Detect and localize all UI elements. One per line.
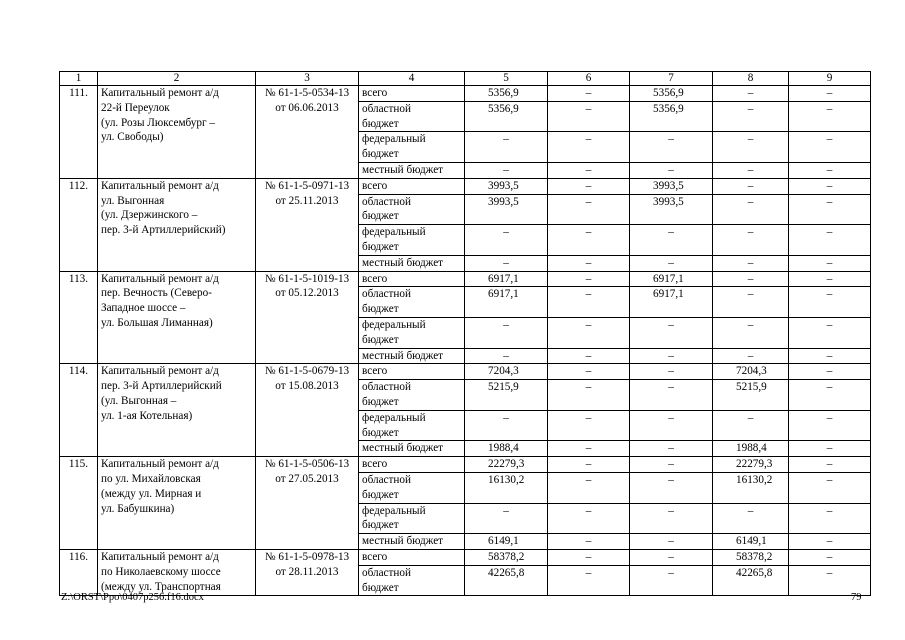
amount-cell: –	[630, 348, 713, 364]
amount-cell: 42265,8	[465, 565, 548, 596]
expertise-line: от 15.08.2013	[275, 380, 339, 393]
funding-source-line: областной	[362, 288, 411, 301]
amount-cell: 6149,1	[713, 534, 789, 550]
object-name-line: ул. Бабушкина)	[101, 502, 175, 515]
object-name-line: пер. Вечность (Северо-	[101, 287, 212, 300]
object-name-line: 22-й Переулок	[101, 101, 170, 114]
column-number: 2	[98, 72, 256, 86]
amount-cell: –	[548, 255, 630, 271]
amount-cell: –	[548, 503, 630, 534]
amount-cell: –	[548, 101, 630, 132]
amount-cell: –	[465, 410, 548, 441]
amount-cell: –	[630, 162, 713, 178]
page-number: 79	[851, 592, 862, 603]
amount-cell: –	[548, 317, 630, 348]
funding-source	[359, 101, 465, 132]
funding-source-line: всего	[362, 87, 388, 99]
amount-cell: –	[713, 503, 789, 534]
amount-cell: –	[548, 441, 630, 457]
amount-cell: –	[789, 441, 871, 457]
amount-cell: 3993,5	[465, 178, 548, 194]
amount-cell: –	[548, 364, 630, 380]
amount-cell: –	[789, 162, 871, 178]
amount-cell: –	[789, 255, 871, 271]
object-name-line: ул. Большая Лиманная)	[101, 316, 213, 329]
funding-source-line: областной	[362, 195, 411, 208]
funding-source-line: федеральный	[362, 411, 426, 424]
amount-cell: –	[789, 225, 871, 256]
amount-cell: –	[789, 132, 871, 163]
amount-cell: –	[789, 271, 871, 287]
amount-cell: 5356,9	[630, 86, 713, 102]
column-number: 7	[630, 72, 713, 86]
amount-cell: –	[789, 472, 871, 503]
object-name-line: Капитальный ремонт а/д	[101, 365, 219, 378]
amount-cell: –	[465, 317, 548, 348]
amount-cell: –	[465, 162, 548, 178]
item-number: 114.	[60, 364, 98, 457]
amount-cell: –	[630, 441, 713, 457]
funding-source-line: всего	[362, 458, 388, 471]
amount-cell: –	[548, 549, 630, 565]
funding-source-line: федеральный	[362, 504, 426, 517]
amount-cell: –	[713, 194, 789, 225]
expertise-line: № 61-1-5-0978-13	[264, 550, 350, 563]
amount-cell: 6917,1	[465, 271, 548, 287]
amount-cell: –	[465, 348, 548, 364]
amount-cell: 22279,3	[713, 457, 789, 473]
amount-cell: –	[548, 565, 630, 596]
amount-cell: –	[789, 534, 871, 550]
amount-cell: 16130,2	[465, 472, 548, 503]
funding-source-line: бюджет	[362, 519, 399, 532]
expertise-conclusion	[256, 457, 359, 550]
amount-cell: –	[548, 194, 630, 225]
funding-source	[359, 457, 465, 473]
amount-cell: –	[465, 503, 548, 534]
funding-source	[359, 86, 465, 102]
column-number: 1	[60, 72, 98, 86]
funding-source	[359, 255, 465, 271]
item-number: 112.	[60, 178, 98, 271]
funding-source	[359, 410, 465, 441]
table-row	[60, 178, 871, 194]
amount-cell: –	[630, 364, 713, 380]
amount-cell: –	[789, 380, 871, 411]
funding-source-line: всего	[362, 272, 388, 285]
amount-cell: 5356,9	[630, 101, 713, 132]
amount-cell: –	[789, 101, 871, 132]
amount-cell: –	[789, 410, 871, 441]
amount-cell: –	[713, 162, 789, 178]
object-name-line: Капитальный ремонт а/д	[101, 87, 219, 99]
item-number: 115.	[60, 457, 98, 550]
funding-source-line: местный бюджет	[362, 349, 444, 362]
amount-cell: –	[630, 549, 713, 565]
amount-cell: –	[630, 225, 713, 256]
funding-source	[359, 287, 465, 318]
amount-cell: –	[630, 503, 713, 534]
column-number: 5	[465, 72, 548, 86]
funding-source-line: областной	[362, 566, 411, 579]
amount-cell: –	[789, 364, 871, 380]
amount-cell: –	[548, 162, 630, 178]
funding-source	[359, 503, 465, 534]
amount-cell: 1988,4	[465, 441, 548, 457]
funding-source-line: всего	[362, 179, 388, 192]
object-name	[98, 86, 256, 179]
object-name-line: Капитальный ремонт а/д	[101, 272, 219, 285]
item-number: 111.	[60, 86, 98, 179]
column-number-row	[60, 72, 871, 86]
amount-cell: –	[630, 317, 713, 348]
object-name	[98, 457, 256, 550]
expertise-line: от 25.11.2013	[275, 194, 339, 207]
object-name-line: ул. Свободы)	[101, 131, 164, 144]
funding-source	[359, 380, 465, 411]
funding-source-line: бюджет	[362, 210, 399, 223]
funding-source	[359, 132, 465, 163]
object-name-line: (ул. Дзержинского –	[101, 209, 198, 222]
expertise-line: № 61-1-5-0506-13	[264, 458, 350, 471]
expertise-line: № 61-1-5-0679-13	[264, 365, 350, 378]
amount-cell: –	[630, 380, 713, 411]
funding-source	[359, 472, 465, 503]
funding-source-line: бюджет	[362, 117, 399, 130]
amount-cell: –	[713, 225, 789, 256]
object-name-line: пер. 3-й Артиллерийский)	[101, 224, 226, 237]
object-name-line: пер. 3-й Артиллерийский	[101, 380, 222, 393]
item-number: 113.	[60, 271, 98, 364]
amount-cell: –	[630, 534, 713, 550]
amount-cell: 6149,1	[465, 534, 548, 550]
expertise-line: от 27.05.2013	[275, 472, 339, 485]
amount-cell: 7204,3	[713, 364, 789, 380]
amount-cell: –	[465, 132, 548, 163]
amount-cell: 3993,5	[630, 194, 713, 225]
object-name	[98, 178, 256, 271]
object-name-line: ул. 1-ая Котельная)	[101, 409, 193, 422]
funding-source	[359, 162, 465, 178]
object-name-line: Капитальный ремонт а/д	[101, 550, 219, 563]
amount-cell: –	[713, 287, 789, 318]
funding-source	[359, 271, 465, 287]
amount-cell: –	[713, 271, 789, 287]
amount-cell: 22279,3	[465, 457, 548, 473]
expertise-conclusion	[256, 364, 359, 457]
column-number: 9	[789, 72, 871, 86]
amount-cell: 5215,9	[465, 380, 548, 411]
amount-cell: –	[548, 132, 630, 163]
funding-source-line: бюджет	[362, 333, 399, 346]
amount-cell: –	[548, 287, 630, 318]
amount-cell: –	[630, 410, 713, 441]
amount-cell: –	[630, 472, 713, 503]
funding-source-line: областной	[362, 473, 411, 486]
funding-source	[359, 534, 465, 550]
funding-source-line: бюджет	[362, 426, 399, 439]
amount-cell: –	[630, 132, 713, 163]
amount-cell: –	[713, 101, 789, 132]
item-number: 116.	[60, 549, 98, 595]
expertise-line: от 28.11.2013	[275, 565, 339, 578]
amount-cell: 5215,9	[713, 380, 789, 411]
amount-cell: –	[548, 271, 630, 287]
funding-source-line: федеральный	[362, 318, 426, 331]
object-name-line: ул. Выгонная	[101, 194, 165, 207]
amount-cell: –	[548, 534, 630, 550]
table-row	[60, 364, 871, 380]
amount-cell: 58378,2	[713, 549, 789, 565]
funding-source	[359, 549, 465, 565]
table-row	[60, 271, 871, 287]
funding-source-line: всего	[362, 365, 388, 378]
amount-cell: –	[789, 565, 871, 596]
funding-source	[359, 348, 465, 364]
funding-source-line: бюджет	[362, 148, 399, 161]
object-name-line: (ул. Розы Люксембург –	[101, 116, 215, 129]
object-name-line: Капитальный ремонт а/д	[101, 179, 219, 192]
funding-source-line: бюджет	[362, 488, 399, 501]
amount-cell: 6917,1	[630, 287, 713, 318]
amount-cell: –	[630, 565, 713, 596]
funding-source-line: областной	[362, 381, 411, 394]
object-name-line: (между ул. Мирная и	[101, 487, 202, 500]
amount-cell: –	[789, 178, 871, 194]
expertise-conclusion	[256, 271, 359, 364]
funding-source-line: областной	[362, 102, 411, 115]
object-name-line: (между ул. Транспортная	[101, 580, 221, 593]
expertise-line: от 05.12.2013	[275, 287, 339, 300]
budget-table	[59, 71, 871, 596]
amount-cell: –	[548, 410, 630, 441]
file-path: Z:\ORST\Ppo\0407p256.f16.docx	[61, 592, 204, 603]
expertise-conclusion	[256, 178, 359, 271]
funding-source	[359, 364, 465, 380]
funding-source-line: бюджет	[362, 581, 399, 594]
object-name-line: по ул. Михайловская	[101, 472, 201, 485]
amount-cell: 6917,1	[465, 287, 548, 318]
amount-cell: –	[713, 410, 789, 441]
funding-source-line: федеральный	[362, 226, 426, 239]
amount-cell: –	[548, 178, 630, 194]
funding-source	[359, 225, 465, 256]
amount-cell: –	[713, 317, 789, 348]
funding-source	[359, 194, 465, 225]
amount-cell: 5356,9	[465, 86, 548, 102]
funding-source-line: федеральный	[362, 133, 426, 146]
funding-source-line: всего	[362, 550, 388, 563]
column-number: 3	[256, 72, 359, 86]
amount-cell: –	[548, 348, 630, 364]
funding-source	[359, 441, 465, 457]
amount-cell: –	[789, 549, 871, 565]
amount-cell: 42265,8	[713, 565, 789, 596]
column-number: 6	[548, 72, 630, 86]
amount-cell: 7204,3	[465, 364, 548, 380]
amount-cell: 3993,5	[465, 194, 548, 225]
funding-source	[359, 317, 465, 348]
amount-cell: –	[789, 287, 871, 318]
expertise-line: № 61-1-5-1019-13	[264, 272, 350, 285]
amount-cell: –	[630, 457, 713, 473]
object-name-line: по Николаевскому шоссе	[101, 565, 221, 578]
amount-cell: –	[630, 255, 713, 271]
amount-cell: –	[789, 348, 871, 364]
amount-cell: 58378,2	[465, 549, 548, 565]
funding-source-line: бюджет	[362, 240, 399, 253]
table-row	[60, 457, 871, 473]
amount-cell: 5356,9	[465, 101, 548, 132]
amount-cell: –	[713, 132, 789, 163]
table-row	[60, 86, 871, 102]
amount-cell: –	[789, 86, 871, 102]
amount-cell: –	[713, 348, 789, 364]
amount-cell: –	[548, 225, 630, 256]
amount-cell: –	[548, 457, 630, 473]
amount-cell: –	[465, 255, 548, 271]
funding-source-line: местный бюджет	[362, 256, 444, 269]
object-name-line: (ул. Выгонная –	[101, 394, 177, 407]
amount-cell: –	[713, 86, 789, 102]
funding-source-line: местный бюджет	[362, 442, 444, 455]
amount-cell: –	[789, 503, 871, 534]
column-number: 4	[359, 72, 465, 86]
expertise-line: от 06.06.2013	[275, 101, 339, 114]
amount-cell: –	[789, 194, 871, 225]
object-name-line: Капитальный ремонт а/д	[101, 458, 219, 471]
amount-cell: 3993,5	[630, 178, 713, 194]
object-name-line: Западное шоссе –	[101, 302, 186, 315]
expertise-line: № 61-1-5-0534-13	[264, 87, 350, 99]
amount-cell: 6917,1	[630, 271, 713, 287]
funding-source-line: бюджет	[362, 303, 399, 316]
funding-source	[359, 565, 465, 596]
expertise-line: № 61-1-5-0971-13	[264, 179, 350, 192]
expertise-conclusion	[256, 549, 359, 595]
amount-cell: –	[548, 86, 630, 102]
object-name	[98, 549, 256, 595]
funding-source-line: бюджет	[362, 395, 399, 408]
amount-cell: –	[548, 380, 630, 411]
amount-cell: –	[789, 317, 871, 348]
funding-source-line: местный бюджет	[362, 535, 444, 548]
column-number: 8	[713, 72, 789, 86]
object-name	[98, 364, 256, 457]
amount-cell: 1988,4	[713, 441, 789, 457]
amount-cell: 16130,2	[713, 472, 789, 503]
amount-cell: –	[713, 255, 789, 271]
object-name	[98, 271, 256, 364]
amount-cell: –	[713, 178, 789, 194]
table-row	[60, 549, 871, 565]
amount-cell: –	[465, 225, 548, 256]
funding-source	[359, 178, 465, 194]
expertise-conclusion	[256, 86, 359, 179]
funding-source-line: местный бюджет	[362, 163, 444, 176]
amount-cell: –	[789, 457, 871, 473]
amount-cell: –	[548, 472, 630, 503]
